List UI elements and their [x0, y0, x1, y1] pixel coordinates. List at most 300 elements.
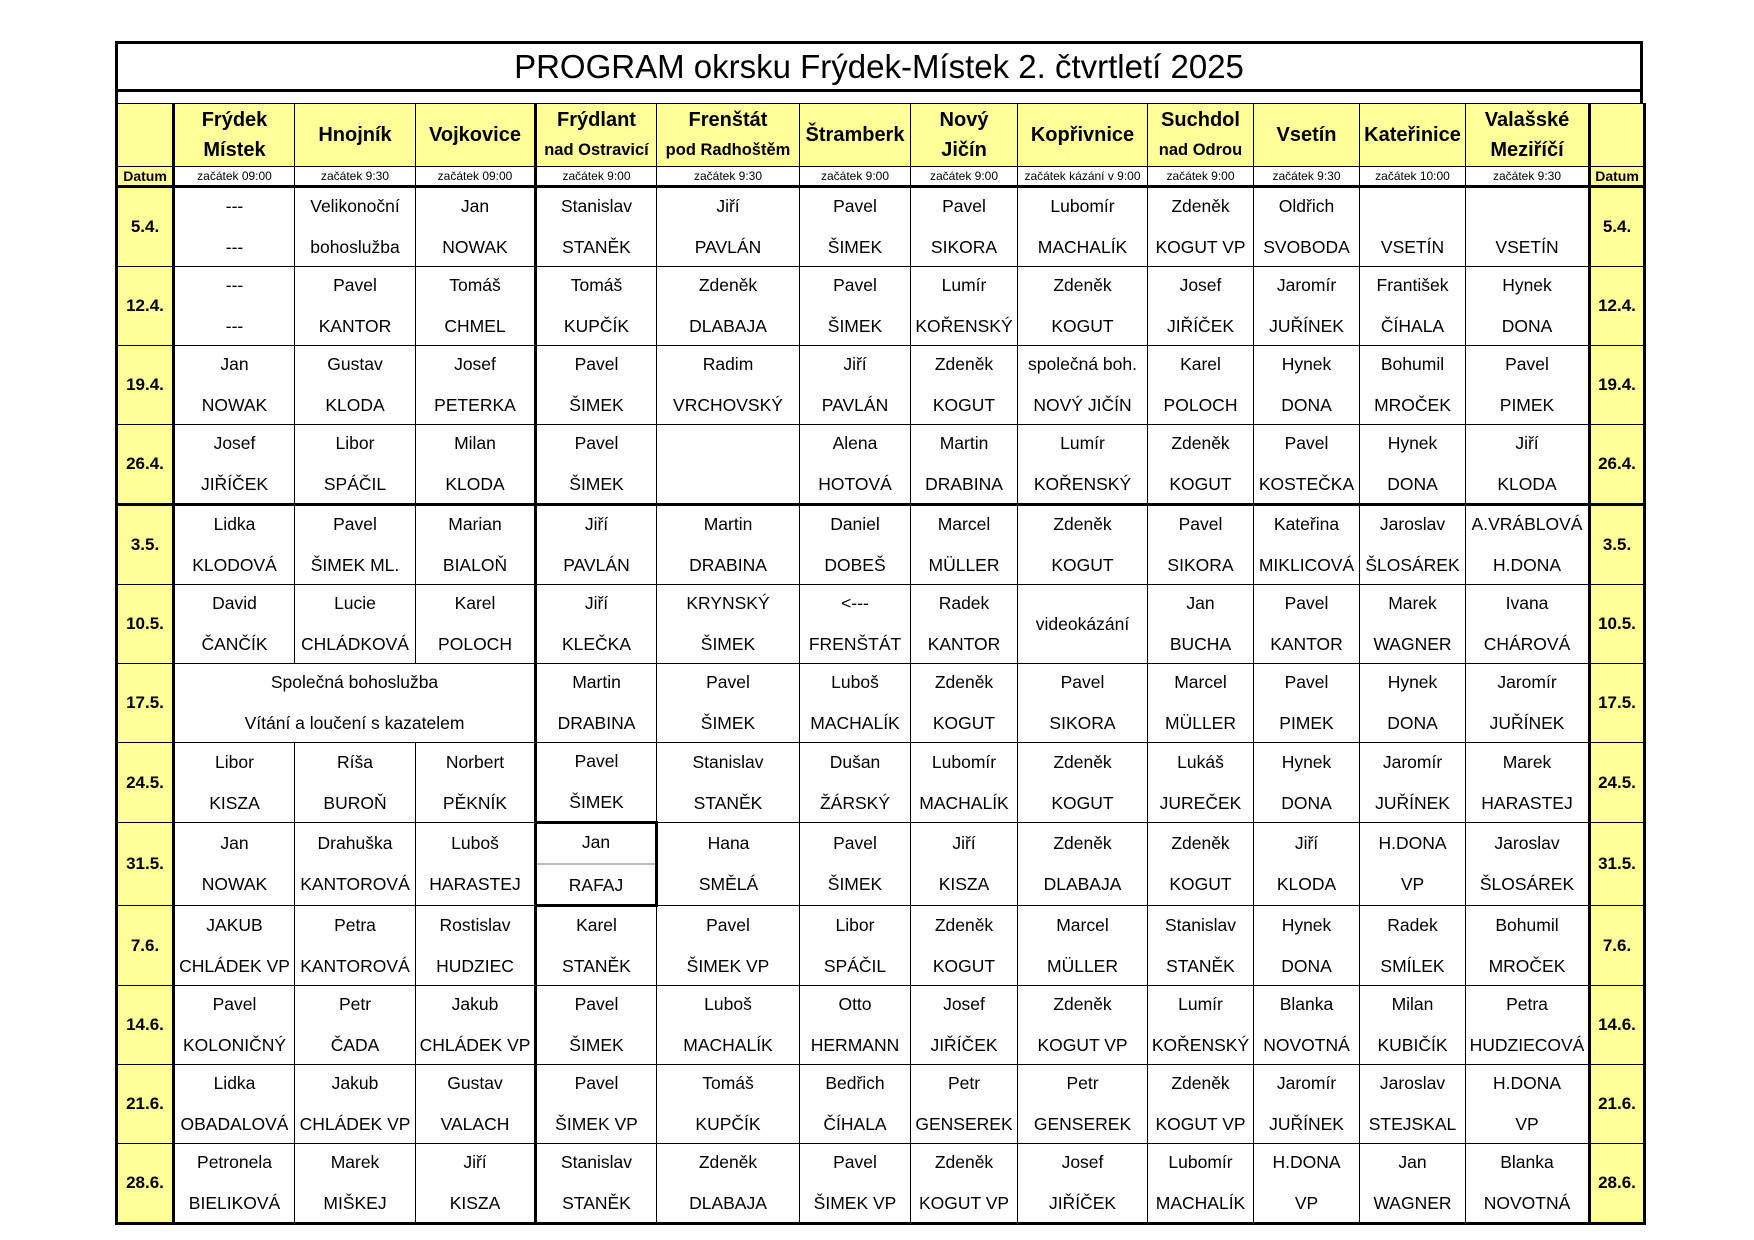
- preacher-surname: H.DONA: [1492, 555, 1562, 575]
- preacher-cell: [800, 267, 911, 346]
- preacher-cell: [1018, 664, 1148, 743]
- preacher-surname: HUDZIEC: [436, 955, 514, 976]
- preacher-cell: [1466, 267, 1590, 346]
- preacher-cell: [657, 664, 800, 743]
- preacher-surname: DONA: [1501, 316, 1553, 336]
- church-name-line1: Kateřinice: [1364, 124, 1461, 146]
- preacher-first-name: Hynek: [1281, 914, 1332, 935]
- preacher-first-name: Pavel: [574, 433, 619, 453]
- preacher-surname: PIMEK: [1279, 713, 1334, 733]
- schedule-row: [117, 425, 1645, 505]
- preacher-surname: DRABINA: [925, 474, 1003, 494]
- preacher-cell: [536, 823, 657, 906]
- preacher-cell: [800, 906, 911, 986]
- preacher-first-name: H.DONA: [1378, 833, 1447, 853]
- preacher-cell: [174, 906, 295, 986]
- preacher-surname: STANĚK: [1166, 955, 1235, 976]
- preacher-first-name: Zdeněk: [1053, 994, 1112, 1014]
- preacher-first-name: Velikonoční: [310, 196, 400, 216]
- preacher-surname: SIKORA: [1049, 713, 1116, 733]
- schedule-row: [117, 267, 1645, 346]
- preacher-cell: [1148, 1065, 1254, 1144]
- row-date-right: 7.6.: [1590, 906, 1645, 986]
- preacher-first-name: [1360, 188, 1465, 227]
- preacher-surname: ---: [225, 237, 244, 257]
- preacher-cell: [536, 1144, 657, 1224]
- preacher-cell: [295, 187, 416, 267]
- preacher-surname: KOLONIČNÝ: [182, 1035, 287, 1055]
- preacher-first-name: Jiří: [584, 514, 609, 534]
- preacher-surname: JUŘÍNEK: [1489, 713, 1565, 733]
- preacher-cell: [1148, 267, 1254, 346]
- preacher-cell: [911, 346, 1018, 425]
- preacher-surname: PETERKA: [434, 395, 516, 415]
- preacher-first-name: Martin: [939, 433, 989, 453]
- church-name-line1: Štramberk: [805, 124, 905, 146]
- preacher-first-name: Jan: [460, 196, 490, 216]
- preacher-surname: KUPČÍK: [695, 1114, 761, 1134]
- preacher-first-name: Marek: [330, 1152, 380, 1172]
- preacher-surname: KOGUT: [1051, 792, 1114, 813]
- preacher-first-name: Zdeněk: [934, 914, 994, 935]
- preacher-surname: KOŘENSKÝ: [1033, 474, 1132, 494]
- preacher-first-name: Jaroslav: [1379, 514, 1446, 534]
- preacher-surname: MÜLLER: [1047, 955, 1118, 976]
- preacher-surname: MIŠKEJ: [323, 1193, 387, 1213]
- preacher-surname: NOVOTNÁ: [1483, 1193, 1571, 1213]
- preacher-surname: GENSEREK: [1033, 1114, 1132, 1134]
- preacher-cell: [911, 1144, 1018, 1224]
- preacher-cell: [1466, 585, 1590, 664]
- preacher-surname: KOGUT VP: [1155, 237, 1246, 257]
- preacher-surname: PĚKNÍK: [442, 792, 508, 813]
- church-name-line1: Vsetín: [1276, 124, 1337, 146]
- preacher-surname: KOGUT: [932, 395, 996, 415]
- merged-service-cell: [174, 664, 536, 743]
- church-name-line1: Frýdlant: [557, 109, 636, 131]
- schedule-row: [117, 585, 1645, 664]
- preacher-first-name: Pavel: [1284, 433, 1329, 453]
- preacher-surname: KOSTEČKA: [1258, 474, 1355, 494]
- preacher-surname: ŠLOSÁREK: [1479, 874, 1575, 894]
- preacher-first-name: Lumír: [1060, 433, 1105, 453]
- preacher-cell: [800, 585, 911, 664]
- preacher-cell: [536, 505, 657, 585]
- preacher-surname: HARASTEJ: [429, 874, 521, 894]
- preacher-first-name: Lubomír: [1168, 1152, 1233, 1172]
- church-name-line1: Kopřivnice: [1030, 124, 1135, 146]
- preacher-surname: KOŘENSKÝ: [915, 316, 1013, 336]
- preacher-cell: [295, 823, 416, 906]
- row-date: 21.6.: [117, 1065, 174, 1144]
- row-date-right: 24.5.: [1590, 743, 1645, 823]
- preacher-first-name: Jiří: [716, 196, 740, 216]
- preacher-surname: bohoslužba: [310, 237, 400, 257]
- preacher-first-name: Dušan: [829, 751, 881, 772]
- preacher-cell: [800, 187, 911, 267]
- preacher-first-name: Stanislav: [1164, 914, 1236, 935]
- preacher-first-name: Jaromír: [1382, 751, 1443, 772]
- row-date: 28.6.: [117, 1144, 174, 1224]
- preacher-first-name: Martin: [572, 672, 621, 692]
- preacher-cell: [800, 505, 911, 585]
- preacher-surname: KUPČÍK: [563, 316, 630, 336]
- preacher-first-name: Pavel: [333, 275, 377, 295]
- preacher-cell: [1018, 267, 1148, 346]
- preacher-surname: KANTOROVÁ: [300, 874, 410, 894]
- preacher-cell: [1466, 1144, 1590, 1224]
- preacher-cell: [911, 1065, 1018, 1144]
- preacher-cell: [416, 505, 536, 585]
- preacher-surname: KANTOR: [318, 316, 392, 336]
- preacher-cell: [800, 1144, 911, 1224]
- preacher-cell: [416, 346, 536, 425]
- preacher-surname: MACHALÍK: [1155, 1193, 1246, 1213]
- preacher-first-name: Hynek: [1281, 354, 1332, 374]
- preacher-surname: CHLÁDEK VP: [419, 1035, 531, 1055]
- preacher-first-name: Luboš: [704, 994, 752, 1014]
- preacher-first-name: Karel: [454, 593, 496, 613]
- preacher-cell: [1018, 1144, 1148, 1224]
- preacher-surname: SPÁČIL: [323, 474, 387, 494]
- preacher-cell: [1148, 986, 1254, 1065]
- church-name-line1: Hnojník: [318, 124, 392, 146]
- preacher-cell: [1360, 823, 1466, 906]
- schedule-row: [117, 346, 1645, 425]
- preacher-cell: [657, 986, 800, 1065]
- row-date: 17.5.: [117, 664, 174, 743]
- church-name: [416, 104, 536, 167]
- preacher-cell: [1360, 1065, 1466, 1144]
- preacher-surname: SPÁČIL: [823, 955, 887, 976]
- preacher-surname: DLABAJA: [689, 1193, 767, 1213]
- preacher-surname: MACHALÍK: [683, 1035, 773, 1055]
- preacher-cell: [1466, 664, 1590, 743]
- church-name-line2: pod Radhoštěm: [665, 141, 791, 159]
- preacher-cell: [295, 986, 416, 1065]
- preacher-surname: PAVLÁN: [694, 237, 762, 257]
- preacher-surname: KOGUT VP: [918, 1193, 1010, 1213]
- preacher-surname: JUŘÍNEK: [1269, 316, 1344, 336]
- preacher-first-name: Jaroslav: [1494, 833, 1560, 853]
- preacher-first-name: Milan: [1391, 994, 1434, 1014]
- preacher-first-name: Lubomír: [1050, 196, 1115, 216]
- preacher-cell: [1360, 267, 1466, 346]
- preacher-surname: ŠIMEK VP: [686, 955, 770, 976]
- church-name: [1254, 104, 1360, 167]
- preacher-surname: KOŘENSKÝ: [1151, 1035, 1250, 1055]
- preacher-first-name: Libor: [335, 433, 375, 453]
- schedule-row: [117, 906, 1645, 986]
- preacher-first-name: Jiří: [843, 354, 867, 374]
- preacher-cell: [174, 346, 295, 425]
- preacher-surname: DONA: [1387, 474, 1438, 494]
- preacher-surname: HOTOVÁ: [818, 474, 892, 494]
- preacher-first-name: Petra: [334, 914, 376, 935]
- preacher-surname: MROČEK: [1488, 955, 1566, 976]
- preacher-surname: ŠIMEK: [827, 237, 883, 257]
- preacher-first-name: Luboš: [831, 672, 879, 692]
- preacher-first-name: [1466, 188, 1588, 227]
- preacher-first-name: Pavel: [1505, 354, 1549, 374]
- preacher-first-name: Zdeněk: [1053, 751, 1112, 772]
- preacher-first-name: Hynek: [1387, 433, 1438, 453]
- church-name-line1: Suchdol: [1161, 109, 1240, 131]
- preacher-cell: [416, 1065, 536, 1144]
- preacher-cell: [1254, 1144, 1360, 1224]
- church-name: [1018, 104, 1148, 167]
- preacher-first-name: Josef: [213, 433, 256, 453]
- preacher-surname: KOGUT: [1169, 874, 1232, 894]
- preacher-cell: [416, 187, 536, 267]
- preacher-cell: [536, 906, 657, 986]
- preacher-first-name: Petr: [338, 994, 372, 1014]
- preacher-cell: [657, 505, 800, 585]
- preacher-surname: HERMANN: [810, 1035, 900, 1055]
- preacher-cell: [295, 346, 416, 425]
- schedule-row: [117, 1065, 1645, 1144]
- preacher-first-name: Jakub: [331, 1073, 379, 1093]
- preacher-cell: [536, 585, 657, 664]
- preacher-cell: [1254, 425, 1360, 505]
- church-name: [800, 104, 911, 167]
- preacher-surname: HARASTEJ: [1481, 792, 1573, 813]
- preacher-surname: SIKORA: [1167, 555, 1234, 575]
- preacher-cell: [911, 187, 1018, 267]
- preacher-cell: [657, 823, 800, 906]
- preacher-first-name: Alena: [832, 433, 878, 453]
- preacher-surname: KLODA: [1497, 474, 1557, 494]
- preacher-surname: ---: [225, 316, 244, 336]
- preacher-first-name: Blanka: [1500, 1152, 1554, 1172]
- preacher-first-name: Pavel: [1284, 672, 1329, 692]
- preacher-surname: ŠIMEK: [569, 474, 624, 494]
- preacher-first-name: Libor: [215, 751, 254, 772]
- preacher-surname: ŽÁRSKÝ: [819, 792, 891, 813]
- preacher-first-name: Jan: [220, 833, 249, 853]
- preacher-first-name: Petr: [947, 1073, 981, 1093]
- preacher-cell: [1360, 743, 1466, 823]
- date-label: Datum: [117, 167, 174, 187]
- preacher-surname: NOWAK: [201, 874, 268, 894]
- preacher-first-name: KRYNSKÝ: [686, 593, 770, 613]
- preacher-first-name: Marian: [448, 514, 502, 534]
- preacher-surname: FRENŠTÁT: [808, 634, 902, 654]
- preacher-first-name: Rostislav: [439, 914, 511, 935]
- start-time: začátek 9:00: [1148, 167, 1254, 187]
- schedule-row: [117, 1144, 1645, 1224]
- start-time: začátek 9:00: [911, 167, 1018, 187]
- preacher-cell: [1360, 505, 1466, 585]
- church-name-line2: Meziříčí: [1490, 139, 1564, 161]
- preacher-first-name: Pavel: [574, 1073, 619, 1093]
- preacher-first-name: Milan: [454, 433, 496, 453]
- preacher-surname: CHLÁDEK VP: [299, 1114, 411, 1134]
- preacher-first-name: společná boh.: [1028, 354, 1137, 374]
- preacher-first-name: Zdeněk: [1053, 275, 1112, 295]
- preacher-cell: [1360, 425, 1466, 505]
- preacher-surname: BIALOŇ: [442, 555, 508, 575]
- preacher-surname: PIMEK: [1499, 395, 1555, 415]
- preacher-first-name: Jiří: [463, 1152, 487, 1172]
- preacher-cell: [1360, 906, 1466, 986]
- preacher-first-name: Martin: [703, 514, 753, 534]
- preacher-first-name: Tomáš: [449, 275, 501, 295]
- preacher-cell: [1148, 425, 1254, 505]
- preacher-first-name: Lumír: [941, 275, 987, 295]
- preacher-cell: [657, 1065, 800, 1144]
- preacher-first-name: Oldřich: [1278, 196, 1335, 216]
- row-date-right: 19.4.: [1590, 346, 1645, 425]
- preacher-surname: STEJSKAL: [1368, 1114, 1457, 1134]
- preacher-surname: SIKORA: [930, 237, 998, 257]
- row-date-right: 26.4.: [1590, 425, 1645, 505]
- title-spacer: [115, 89, 1643, 103]
- preacher-cell: [800, 425, 911, 505]
- page-title: PROGRAM okrsku Frýdek-Místek 2. čtvrtletí 2025: [115, 41, 1643, 89]
- preacher-cell: [1254, 187, 1360, 267]
- preacher-cell: [295, 1065, 416, 1144]
- preacher-first-name: Pavel: [1284, 593, 1329, 613]
- preacher-cell: [174, 425, 295, 505]
- preacher-cell: [1254, 346, 1360, 425]
- preacher-cell: [1018, 823, 1148, 906]
- preacher-cell: [911, 267, 1018, 346]
- preacher-cell: [295, 425, 416, 505]
- preacher-first-name: Hana: [707, 833, 750, 853]
- preacher-first-name: Zdeněk: [1171, 1073, 1230, 1093]
- preacher-first-name: Jiří: [584, 593, 609, 613]
- preacher-first-name: Zdeněk: [1171, 833, 1230, 853]
- preacher-first-name: A.VRÁBLOVÁ: [1471, 514, 1583, 534]
- preacher-cell: [800, 823, 911, 906]
- preacher-first-name: Pavel: [1178, 514, 1223, 534]
- preacher-first-name: Jan: [537, 824, 655, 865]
- preacher-surname: VSETÍN: [1495, 237, 1559, 257]
- preacher-first-name: Pavel: [574, 751, 619, 771]
- preacher-first-name: Stanislav: [692, 751, 764, 772]
- preacher-cell: [911, 743, 1018, 823]
- church-name-line1: Valašské: [1484, 109, 1570, 131]
- row-date: 14.6.: [117, 986, 174, 1065]
- preacher-first-name: Lucie: [334, 593, 376, 613]
- preacher-surname: JIŘÍČEK: [930, 1035, 998, 1055]
- preacher-surname: DLABAJA: [689, 316, 767, 336]
- preacher-cell: [536, 425, 657, 505]
- row-date: 12.4.: [117, 267, 174, 346]
- preacher-surname: POLOCH: [438, 634, 512, 654]
- preacher-surname: SVOBODA: [1263, 237, 1350, 257]
- row-date: 26.4.: [117, 425, 174, 505]
- preacher-surname: WAGNER: [1373, 1193, 1452, 1213]
- preacher-surname: HUDZIECOVÁ: [1469, 1035, 1585, 1055]
- preacher-cell: [1466, 346, 1590, 425]
- church-name-line1: Nový: [939, 109, 989, 131]
- preacher-surname: JIŘÍČEK: [200, 474, 269, 494]
- preacher-cell: [416, 585, 536, 664]
- preacher-surname: KOGUT VP: [1037, 1035, 1128, 1055]
- preacher-first-name: Gustav: [327, 354, 383, 374]
- preacher-cell: [800, 346, 911, 425]
- preacher-cell: [1466, 986, 1590, 1065]
- preacher-surname: DRABINA: [689, 555, 767, 575]
- preacher-surname: VSETÍN: [1380, 237, 1445, 257]
- row-date-right: 31.5.: [1590, 823, 1645, 906]
- preacher-first-name: Josef: [943, 994, 985, 1014]
- church-name: [295, 104, 416, 167]
- preacher-cell: [1018, 906, 1148, 986]
- preacher-surname: KOGUT: [1169, 474, 1232, 494]
- preacher-surname: NOWAK: [442, 237, 508, 257]
- preacher-first-name: Tomáš: [570, 275, 623, 295]
- preacher-cell: [1148, 743, 1254, 823]
- preacher-surname: KOGUT: [932, 955, 996, 976]
- preacher-first-name: Stanislav: [560, 1152, 632, 1172]
- schedule-row: [117, 505, 1645, 585]
- preacher-surname: BIELIKOVÁ: [188, 1193, 281, 1213]
- preacher-surname: SMÍLEK: [1380, 955, 1445, 976]
- preacher-first-name: Jaromír: [1497, 672, 1557, 692]
- preacher-first-name: Zdeněk: [1171, 196, 1230, 216]
- preacher-first-name: Pavel: [833, 833, 877, 853]
- preacher-first-name: [657, 425, 799, 464]
- preacher-first-name: Jaroslav: [1379, 1073, 1446, 1093]
- row-date-right: 28.6.: [1590, 1144, 1645, 1224]
- preacher-surname: STANĚK: [693, 792, 763, 813]
- church-name-line1: Frýdek: [201, 109, 268, 131]
- preacher-cell: [911, 664, 1018, 743]
- preacher-first-name: David: [212, 593, 257, 613]
- date-label-right: Datum: [1590, 167, 1645, 187]
- service-title: Společná bohoslužba: [270, 672, 439, 692]
- preacher-first-name: Jan: [220, 354, 249, 374]
- church-name: [911, 104, 1018, 167]
- preacher-cell: [1148, 585, 1254, 664]
- preacher-cell: [657, 425, 800, 505]
- preacher-cell: [174, 267, 295, 346]
- preacher-surname: KANTOR: [927, 634, 1001, 654]
- preacher-surname: ČADA: [330, 1035, 380, 1055]
- preacher-first-name: Lidka: [213, 514, 256, 534]
- preacher-cell: [536, 986, 657, 1065]
- preacher-cell: [1254, 585, 1360, 664]
- preacher-first-name: Pavel: [833, 196, 877, 216]
- preacher-surname: KOGUT: [1051, 316, 1114, 336]
- preacher-cell: [416, 743, 536, 823]
- preacher-cell: [1466, 1065, 1590, 1144]
- preacher-cell: [1148, 505, 1254, 585]
- preacher-surname: KISZA: [938, 874, 990, 894]
- preacher-surname: DOBEŠ: [824, 555, 886, 575]
- preacher-first-name: Lukáš: [1177, 751, 1224, 772]
- preacher-first-name: Pavel: [333, 514, 377, 534]
- preacher-surname: DRABINA: [557, 713, 636, 733]
- start-time: začátek 9:30: [657, 167, 800, 187]
- preacher-surname: STANĚK: [562, 1193, 631, 1213]
- preacher-first-name: Norbert: [445, 751, 505, 772]
- preacher-cell: [911, 906, 1018, 986]
- preacher-surname: KANTOR: [1270, 634, 1343, 654]
- preacher-surname: MACHALÍK: [1037, 237, 1128, 257]
- church-name: [1360, 104, 1466, 167]
- schedule-row: [117, 187, 1645, 267]
- preacher-cell: [536, 1065, 657, 1144]
- preacher-first-name: Stanislav: [560, 196, 632, 216]
- preacher-first-name: Petra: [1506, 994, 1548, 1014]
- row-date: 5.4.: [117, 187, 174, 267]
- row-date: 3.5.: [117, 505, 174, 585]
- preacher-cell: [536, 187, 657, 267]
